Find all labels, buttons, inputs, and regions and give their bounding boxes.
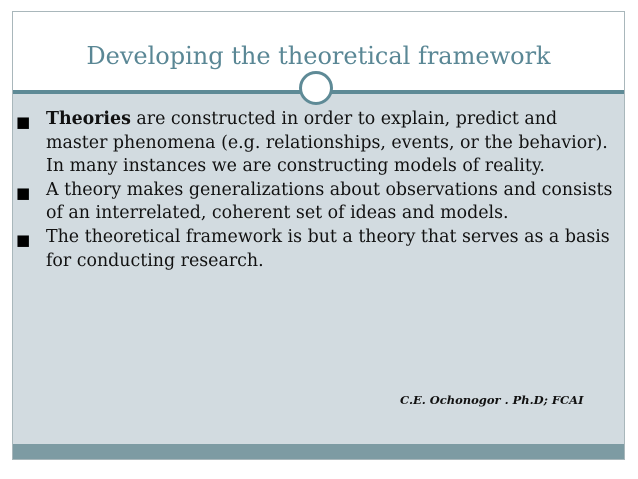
circle-ring-icon <box>299 71 333 105</box>
bullet-icon: ■ <box>16 230 31 249</box>
bullet-text: The theoretical framework is but a theory that serves as a basis for conducting research. <box>46 226 610 271</box>
bullet-text: are constructed in order to explain, predict and master phenomena (e.g. relationships, events, or the behavior). In many instances we are constructing models of reality. <box>46 109 608 177</box>
bullet-lead: Theories <box>46 109 131 129</box>
footer-bar <box>13 444 624 459</box>
bullet-icon: ■ <box>16 183 31 202</box>
author-signature: C.E. Ochonogor . Ph.D; FCAI <box>400 393 584 407</box>
bullet-text: A theory makes generalizations about observations and consists of an interrelated, coherent set of ideas and models. <box>46 179 613 224</box>
bullet-item-theories <box>16 108 614 179</box>
bullet-item-generalizations <box>16 179 614 226</box>
bullet-item-framework <box>16 226 614 273</box>
bullet-icon: ■ <box>16 113 31 131</box>
slide-title: Developing the theoretical framework <box>86 42 551 70</box>
bullet-list <box>16 108 614 273</box>
